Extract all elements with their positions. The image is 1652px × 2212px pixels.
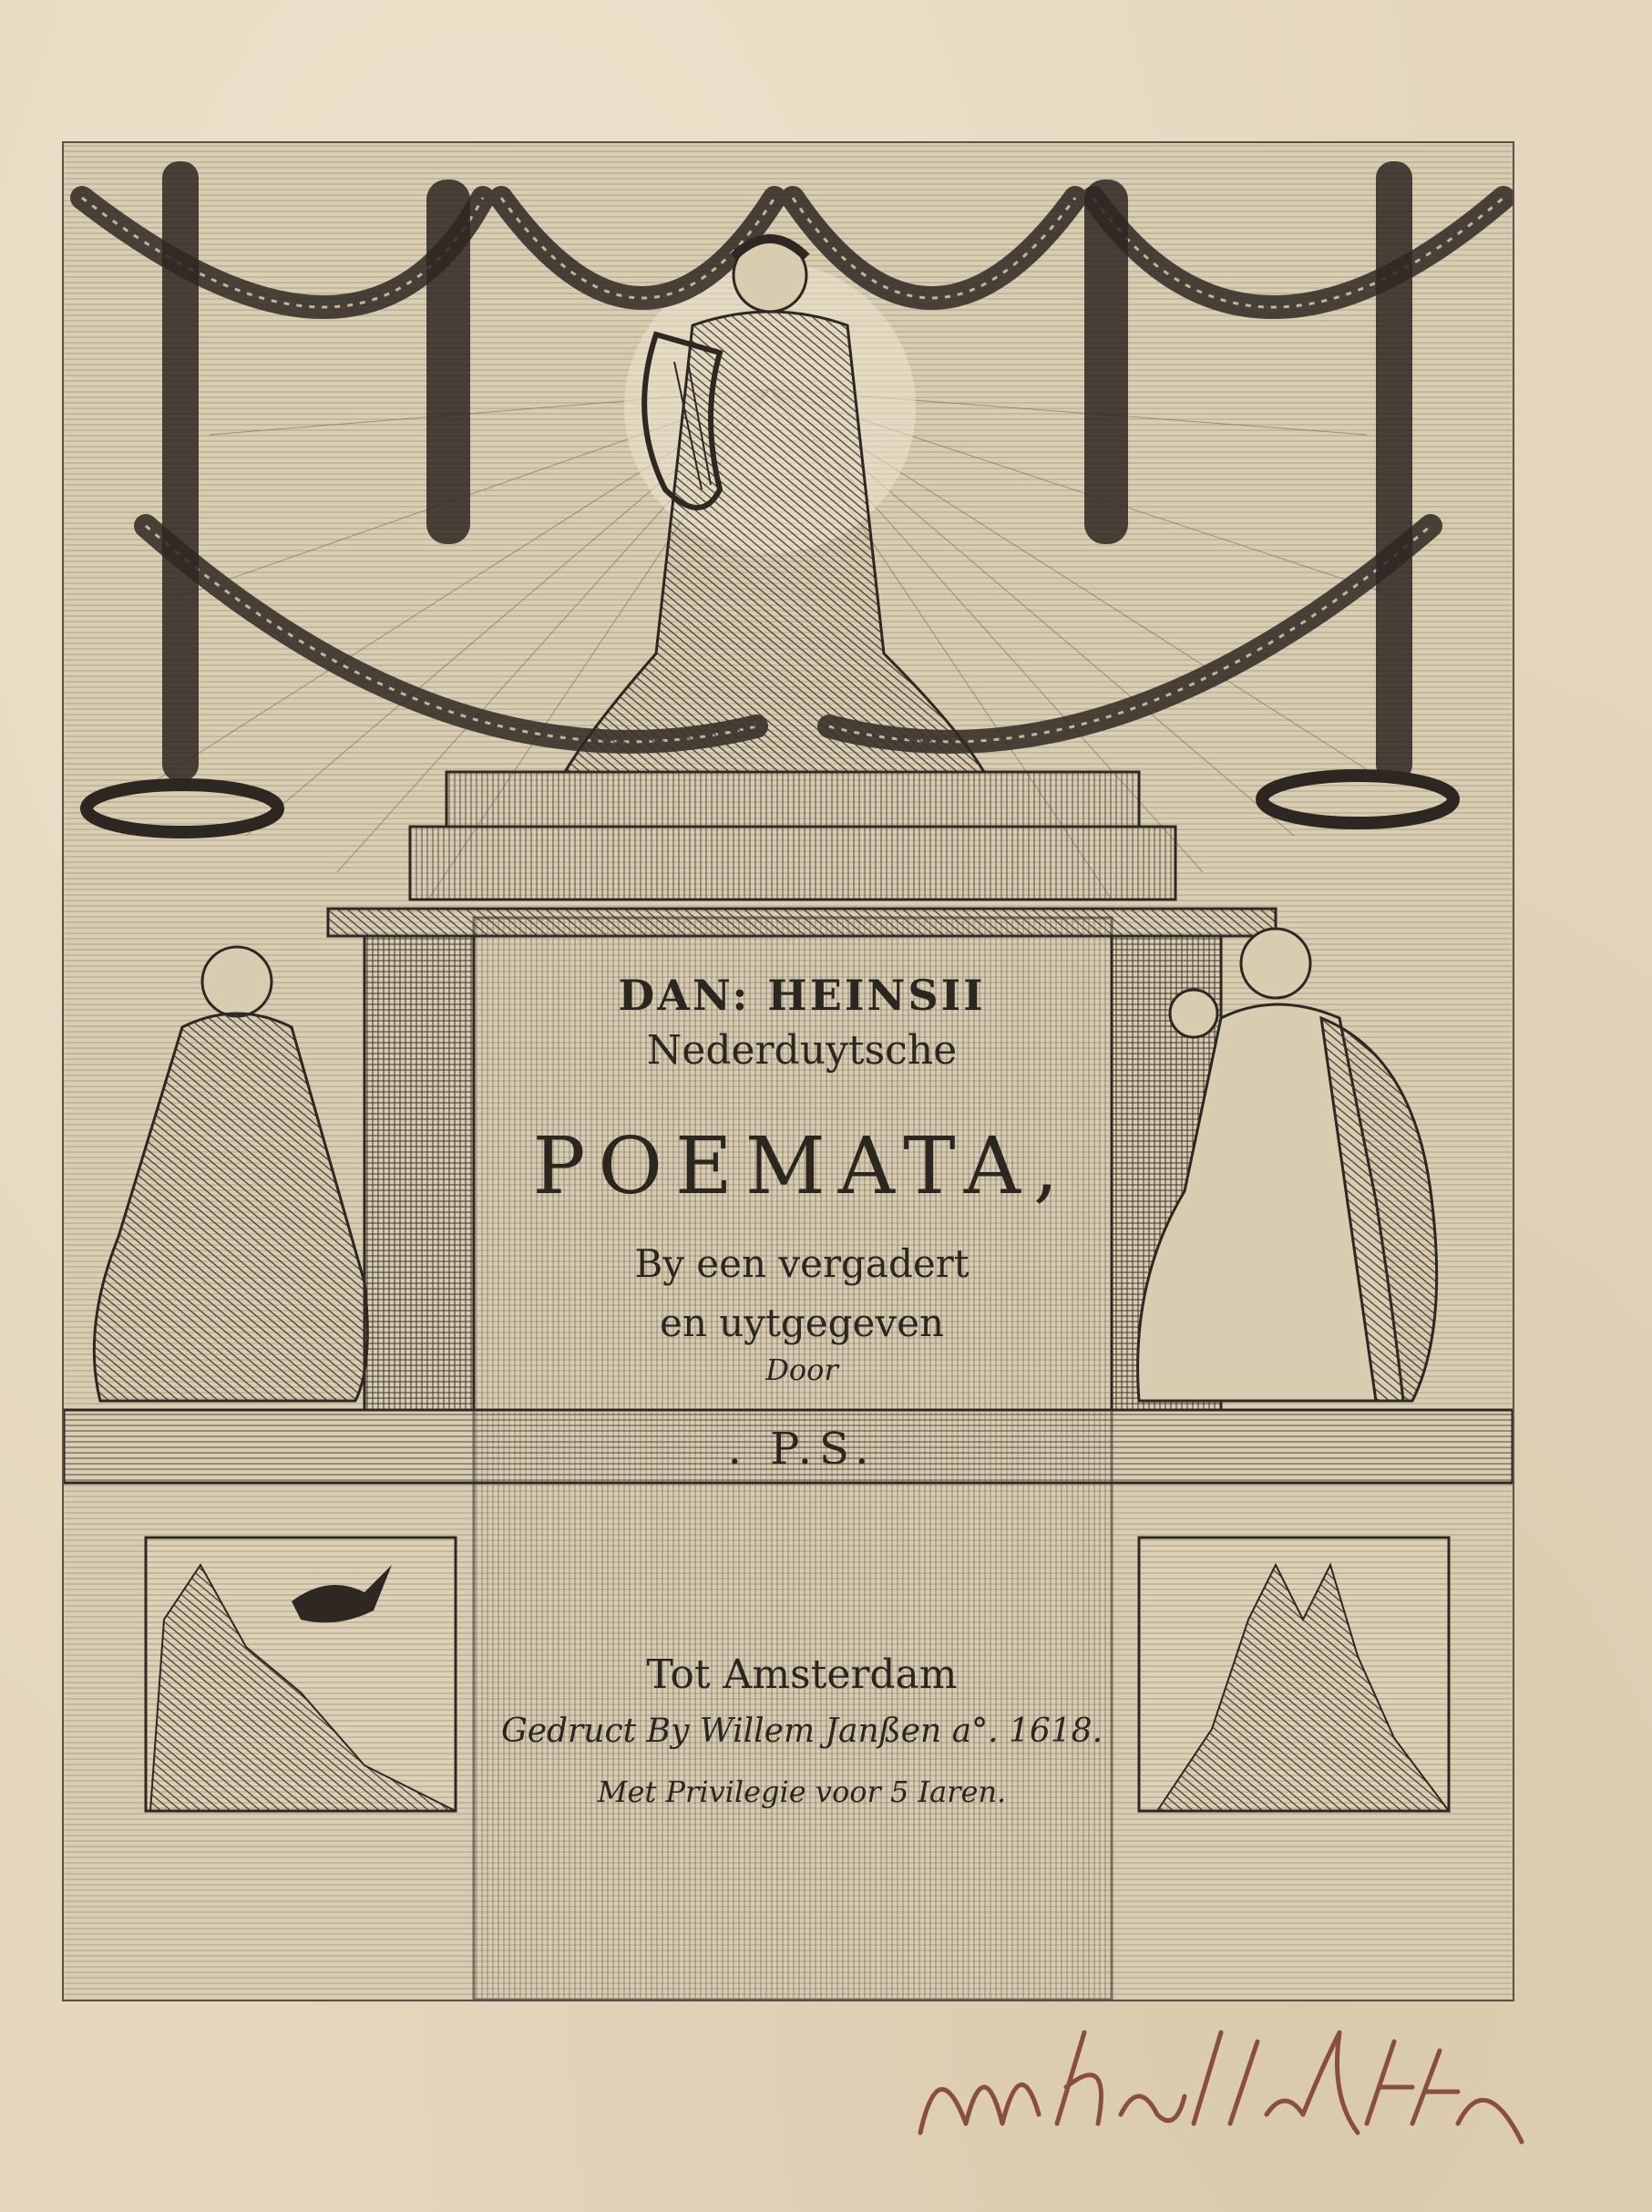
by-line: Door [765,1353,838,1387]
subtitle: Nederduytsche [646,1027,958,1074]
engraved-title-plate [62,141,1514,2001]
main-title: POEMATA, [532,1121,1072,1212]
author-name: DAN: HEINSII [618,971,986,1020]
imprint-place: Tot Amsterdam [646,1651,958,1698]
collected-line: By een vergadert [634,1241,970,1286]
published-line: en uytgegeven [659,1301,945,1345]
handwritten-signature [902,2014,1540,2169]
imprint-privilege: Met Privilegie voor 5 Iaren. [597,1775,1007,1809]
title-text-block [474,143,1221,2000]
pegasus-vignette [146,1538,456,1811]
editor-initials: . P.S. [727,1424,877,1475]
imprint-printer: Gedruct By Willem Janßen a°. 1618. [500,1713,1103,1750]
